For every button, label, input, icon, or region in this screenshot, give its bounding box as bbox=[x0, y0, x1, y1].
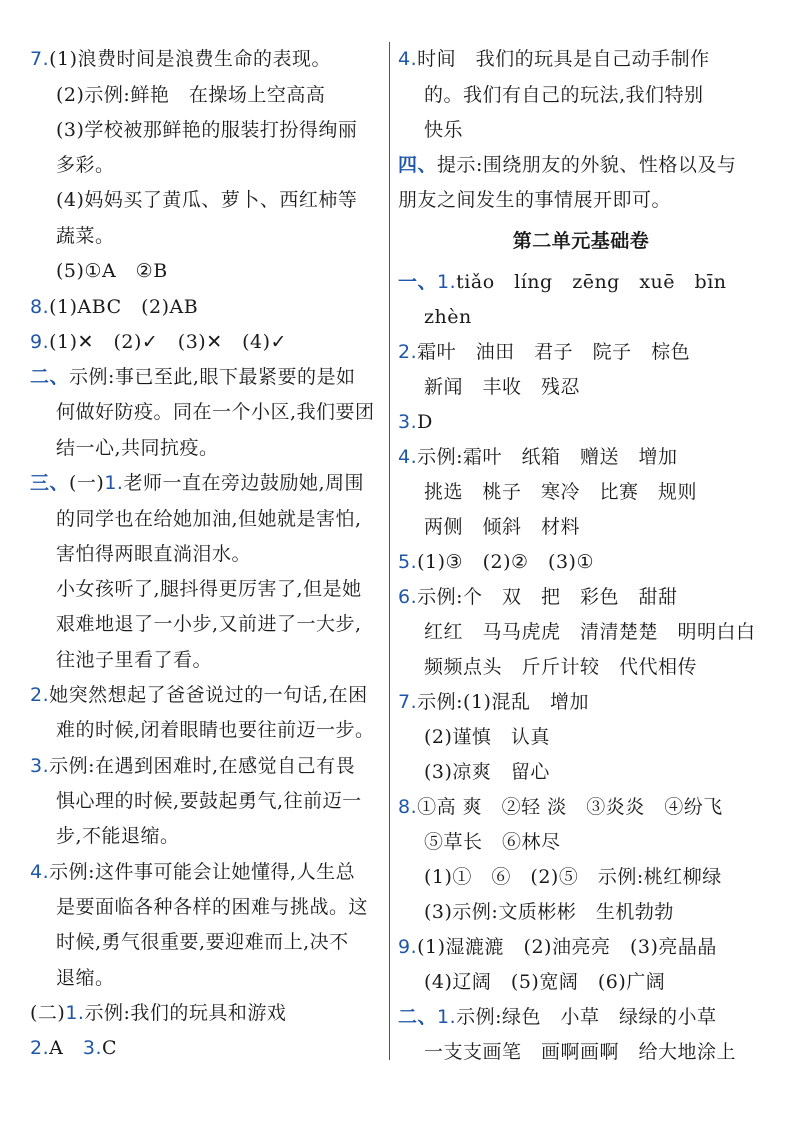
answer-text: (5)①A ②B bbox=[56, 260, 168, 282]
question-number: 1. bbox=[437, 271, 457, 293]
answer-text: 一支支画笔 画啊画啊 给大地涂上 bbox=[424, 1041, 737, 1063]
answer-text: (4)妈妈买了黄瓜、萝卜、西红柿等 bbox=[56, 189, 358, 211]
text-line bbox=[30, 1001, 286, 1025]
answer-text: 结一心,共同抗疫。 bbox=[56, 437, 219, 459]
section-marker: 二、 bbox=[30, 366, 70, 388]
question-number: 7. bbox=[398, 691, 418, 713]
question-number: 4. bbox=[398, 48, 418, 70]
answer-text: 示例:个 双 把 彩色 甜甜 bbox=[417, 586, 678, 608]
answer-text: 示例:绿色 小草 绿绿的小草 bbox=[456, 1006, 717, 1028]
answer-text: (1)浪费时间是浪费生命的表现。 bbox=[49, 48, 332, 70]
answer-text: 提示:围绕朋友的外貌、性格以及与 bbox=[437, 154, 737, 176]
text-line bbox=[56, 188, 357, 212]
question-number: 7. bbox=[30, 48, 50, 70]
question-number: 6. bbox=[398, 586, 418, 608]
text-line bbox=[398, 445, 678, 469]
text-line bbox=[424, 865, 722, 889]
answer-text: 挑选 桃子 寒冷 比赛 规则 bbox=[424, 481, 698, 503]
section-marker: 一、 bbox=[398, 271, 438, 293]
answer-text: 小女孩听了,腿抖得更厉害了,但是她 bbox=[56, 578, 362, 600]
answer-text: (1)③ (2)② (3)① bbox=[417, 551, 594, 573]
question-number: 9. bbox=[30, 331, 50, 353]
question-number: 3. bbox=[30, 755, 50, 777]
text-line bbox=[56, 718, 375, 742]
answer-text: 害怕得两眼直淌泪水。 bbox=[56, 543, 252, 565]
text-line bbox=[56, 966, 115, 990]
answer-text: ①高 爽 ②轻 淡 ③炎炎 ④纷飞 bbox=[417, 796, 723, 818]
answer-text: 两侧 倾斜 材料 bbox=[424, 516, 581, 538]
text-line bbox=[56, 400, 375, 424]
text-line bbox=[398, 550, 594, 574]
text-line bbox=[424, 970, 665, 994]
text-line bbox=[398, 153, 736, 177]
answer-text: (1)① ⑥ (2)⑤ 示例:桃红柳绿 bbox=[424, 866, 722, 888]
answer-text: (4)辽阔 (5)宽阔 (6)广阔 bbox=[424, 971, 666, 993]
text-line bbox=[398, 795, 723, 819]
answer-text: (一) bbox=[69, 472, 105, 494]
answer-text: ⑤草长 ⑥林尽 bbox=[424, 831, 561, 853]
answer-text: (3)学校被那鲜艳的服装打扮得绚丽 bbox=[56, 119, 358, 141]
answer-text: 往池子里看了看。 bbox=[56, 649, 213, 671]
text-line bbox=[424, 83, 704, 107]
text-line bbox=[56, 118, 357, 142]
answer-text: 频频点头 斤斤计较 代代相传 bbox=[424, 656, 698, 678]
answer-text: 霜叶 油田 君子 院子 棕色 bbox=[417, 341, 691, 363]
answer-text: 示例:我们的玩具和游戏 bbox=[84, 1002, 287, 1024]
answer-text: 时候,勇气很重要,要迎难而上,决不 bbox=[56, 931, 349, 953]
answer-text: 退缩。 bbox=[56, 967, 115, 989]
text-line bbox=[56, 577, 362, 601]
text-line bbox=[56, 612, 362, 636]
answer-text: 是要面临各种各样的困难与挑战。这 bbox=[56, 896, 369, 918]
section-marker: 二、 bbox=[398, 1006, 438, 1028]
answer-text: C bbox=[102, 1037, 118, 1059]
answer-text: 难的时候,闭着眼睛也要往前迈一步。 bbox=[56, 719, 375, 741]
answer-text: 何做好防疫。同在一个小区,我们要团 bbox=[56, 401, 375, 423]
answer-text: (3)示例:文质彬彬 生机勃勃 bbox=[424, 901, 674, 923]
text-line bbox=[424, 305, 472, 329]
text-line bbox=[398, 585, 678, 609]
answer-text: 惧心理的时候,要鼓起勇气,往前迈一 bbox=[56, 790, 362, 812]
text-line bbox=[424, 118, 463, 142]
question-number: 3. bbox=[82, 1037, 103, 1059]
answer-text: (3)凉爽 留心 bbox=[424, 761, 550, 783]
answer-text: 示例:在遇到困难时,在感觉自己有畏 bbox=[49, 755, 356, 777]
answer-text: D bbox=[417, 411, 433, 433]
text-line bbox=[424, 1040, 736, 1064]
text-line bbox=[56, 895, 368, 919]
text-line bbox=[56, 224, 115, 248]
answer-text: (二) bbox=[30, 1002, 66, 1024]
question-number: 4. bbox=[398, 446, 418, 468]
text-line bbox=[30, 754, 355, 778]
answer-text: (1)ABC (2)AB bbox=[49, 296, 199, 318]
text-line bbox=[398, 410, 433, 434]
text-line bbox=[424, 900, 674, 924]
text-line bbox=[398, 188, 671, 212]
section-marker: 三、 bbox=[30, 472, 70, 494]
text-line bbox=[56, 259, 168, 283]
text-line bbox=[398, 340, 690, 364]
answer-text: 朋友之间发生的事情展开即可。 bbox=[398, 189, 672, 211]
question-number: 4. bbox=[30, 861, 50, 883]
answer-text: 示例:(1)混乱 增加 bbox=[417, 691, 589, 713]
text-line bbox=[56, 436, 219, 460]
text-line bbox=[56, 648, 212, 672]
text-line bbox=[30, 1036, 117, 1060]
text-line bbox=[398, 47, 710, 71]
text-line bbox=[398, 270, 727, 294]
text-line bbox=[424, 655, 697, 679]
question-number: 8. bbox=[398, 796, 418, 818]
answer-text: (2)谨慎 认真 bbox=[424, 726, 550, 748]
text-line bbox=[56, 83, 325, 107]
text-line bbox=[398, 690, 589, 714]
text-line bbox=[398, 229, 764, 253]
answer-text: (1)✕ (2)✓ (3)✕ (4)✓ bbox=[49, 331, 287, 353]
answer-text: 红红 马马虎虎 清清楚楚 明明白白 bbox=[424, 621, 756, 643]
answer-text: 示例:这件事可能会让她懂得,人生总 bbox=[49, 861, 356, 883]
answer-text: 她突然想起了爸爸说过的一句话,在困 bbox=[49, 684, 368, 706]
text-line bbox=[424, 620, 756, 644]
answer-text: 艰难地退了一小步,又前进了一大步, bbox=[56, 613, 362, 635]
question-number: 2. bbox=[30, 1037, 50, 1059]
answer-text: 的。我们有自己的玩法,我们特别 bbox=[424, 84, 704, 106]
text-line bbox=[56, 542, 251, 566]
text-line bbox=[30, 860, 355, 884]
answer-text: tiǎo líng zēng xuē bīn bbox=[456, 271, 727, 293]
text-line bbox=[424, 760, 550, 784]
question-number: 2. bbox=[398, 341, 418, 363]
answer-text: 快乐 bbox=[424, 119, 464, 141]
text-line bbox=[56, 789, 362, 813]
text-line bbox=[398, 935, 717, 959]
text-line bbox=[424, 515, 580, 539]
section-marker: 四、 bbox=[398, 154, 438, 176]
question-number: 1. bbox=[104, 472, 124, 494]
text-line bbox=[56, 930, 349, 954]
text-line bbox=[30, 295, 198, 319]
question-number: 1. bbox=[65, 1002, 85, 1024]
text-line bbox=[30, 365, 355, 389]
column-divider bbox=[389, 42, 390, 1060]
answer-text: 示例:霜叶 纸箱 赠送 增加 bbox=[417, 446, 678, 468]
answer-text: 时间 我们的玩具是自己动手制作 bbox=[417, 48, 710, 70]
answer-text: (2)示例:鲜艳 在操场上空高高 bbox=[56, 84, 326, 106]
answer-text: (1)湿漉漉 (2)油亮亮 (3)亮晶晶 bbox=[417, 936, 717, 958]
text-line bbox=[424, 375, 580, 399]
answer-text: 步,不能退缩。 bbox=[56, 825, 180, 847]
text-line bbox=[424, 480, 697, 504]
text-line bbox=[398, 1005, 717, 1029]
question-number: 1. bbox=[437, 1006, 457, 1028]
text-line bbox=[30, 47, 331, 71]
text-line bbox=[30, 330, 287, 354]
question-number: 3. bbox=[398, 411, 418, 433]
text-line bbox=[424, 830, 561, 854]
text-line bbox=[56, 153, 115, 177]
answer-text: 蔬菜。 bbox=[56, 225, 115, 247]
section-title: 第二单元基础卷 bbox=[512, 230, 650, 252]
answer-text: zhèn bbox=[424, 306, 472, 328]
text-line bbox=[56, 824, 180, 848]
question-number: 9. bbox=[398, 936, 418, 958]
answer-text: 示例:事已至此,眼下最紧要的是如 bbox=[69, 366, 356, 388]
text-line bbox=[30, 683, 368, 707]
answer-text: 多彩。 bbox=[56, 154, 115, 176]
answer-text: 新闻 丰收 残忍 bbox=[424, 376, 581, 398]
question-number: 5. bbox=[398, 551, 418, 573]
text-line bbox=[56, 507, 362, 531]
answer-text: A bbox=[49, 1037, 83, 1059]
text-line bbox=[424, 725, 550, 749]
question-number: 2. bbox=[30, 684, 50, 706]
question-number: 8. bbox=[30, 296, 50, 318]
answer-text: 的同学也在给她加油,但她就是害怕, bbox=[56, 508, 362, 530]
answer-text: 老师一直在旁边鼓励她,周围 bbox=[123, 472, 365, 494]
text-line bbox=[30, 471, 364, 495]
